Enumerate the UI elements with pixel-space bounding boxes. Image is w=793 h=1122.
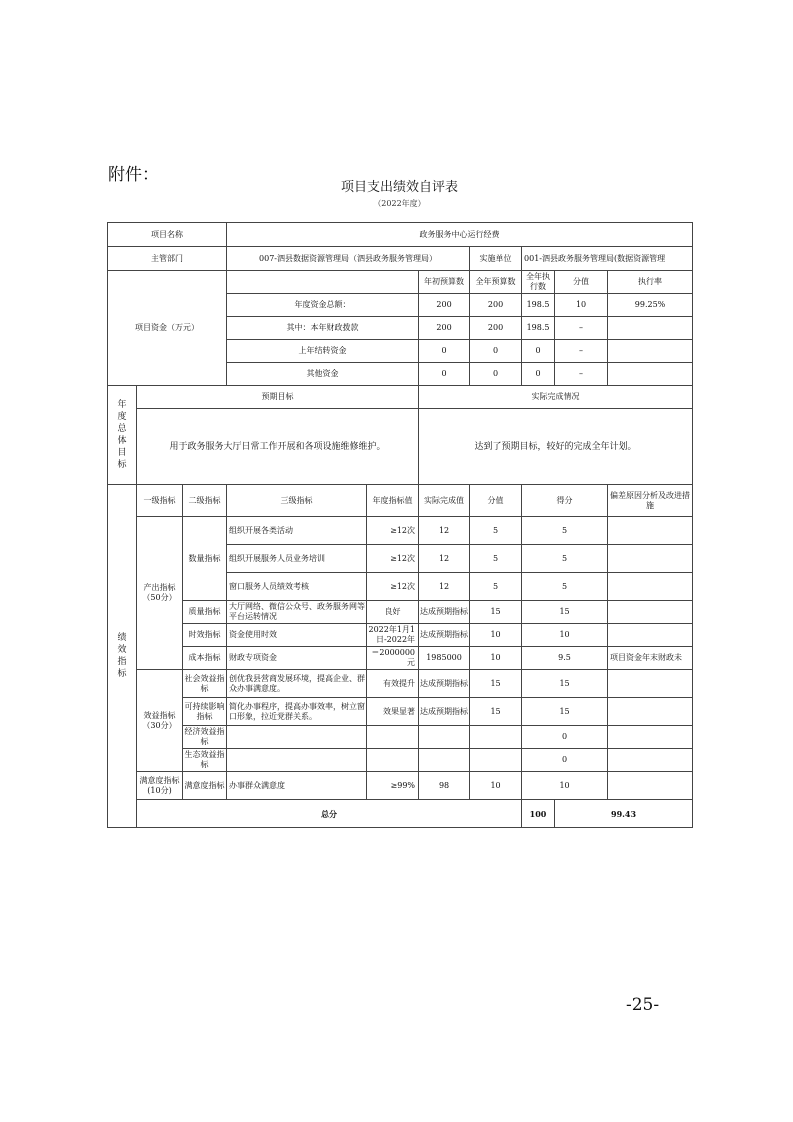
- funds-cell: –: [555, 340, 608, 363]
- indicator-target: ≥12次: [367, 573, 419, 601]
- dept-value: 007-泗县数据资源管理局（泗县政务服务管理局）: [227, 247, 470, 271]
- funds-header: 分值: [555, 271, 608, 294]
- project-name-label: 项目名称: [108, 223, 227, 247]
- funds-cell: 99.25%: [608, 294, 693, 317]
- perf-header-reason: 偏差原因分析及改进措施: [608, 485, 693, 517]
- funds-row-name: 年度资金总额：: [227, 294, 419, 317]
- unit-label: 实施单位: [470, 247, 522, 271]
- funds-cell: 200: [419, 294, 470, 317]
- funds-cell: 200: [419, 317, 470, 340]
- funds-row-name: 上年结转资金: [227, 340, 419, 363]
- perf-header-actual: 实际完成值: [419, 485, 470, 517]
- indicator-name: 创优我县营商发展环境，提高企业、群众办事满意度。: [227, 670, 367, 698]
- attachment-label: 附件：: [108, 165, 159, 185]
- indicator-got: 15: [522, 698, 608, 726]
- time-indicator-label: 时效指标: [183, 624, 227, 647]
- output-indicator-label: 产出指标（50分）: [137, 517, 183, 670]
- perf-header-got: 得分: [522, 485, 608, 517]
- total-label: 总分: [137, 800, 522, 828]
- indicator-score: 15: [470, 601, 522, 624]
- indicator-actual: 达成预期指标: [419, 670, 470, 698]
- indicator-score: 5: [470, 573, 522, 601]
- funds-cell: 0: [470, 340, 522, 363]
- funds-cell: [608, 317, 693, 340]
- funds-cell: [608, 363, 693, 386]
- indicator-got: 10: [522, 772, 608, 800]
- page-number: -25-: [626, 995, 660, 1015]
- indicator-target: 有效提升: [367, 670, 419, 698]
- indicator-name: 窗口服务人员绩效考核: [227, 573, 367, 601]
- sheet-title: 项目支出绩效自评表: [340, 180, 458, 195]
- indicator-target: 2022年1月1日-2022年: [367, 624, 419, 647]
- indicator-got: 15: [522, 670, 608, 698]
- unit-value: 001-泗县政务服务管理局(数据资源管理: [522, 247, 693, 271]
- indicator-name: 办事群众满意度: [227, 772, 367, 800]
- indicator-got: 5: [522, 545, 608, 573]
- funds-cell: 198.5: [522, 294, 555, 317]
- social-indicator-label: 社会效益指标: [183, 670, 227, 698]
- funds-header: 执行率: [608, 271, 693, 294]
- funds-cell: 10: [555, 294, 608, 317]
- quality-indicator-label: 质量指标: [183, 601, 227, 624]
- indicator-score: 5: [470, 545, 522, 573]
- indicator-reason: 项目资金年末财政未: [608, 647, 693, 670]
- actual-goal-text: 达到了预期目标，较好的完成全年计划。: [419, 409, 693, 485]
- indicator-got: 15: [522, 601, 608, 624]
- indicator-got: 5: [522, 573, 608, 601]
- funds-row-name: 其他资金: [227, 363, 419, 386]
- funds-cell: –: [555, 317, 608, 340]
- indicator-target: ＝2000000元: [367, 647, 419, 670]
- funds-cell: 0: [419, 363, 470, 386]
- indicator-target: ≥12次: [367, 545, 419, 573]
- funds-cell: 200: [470, 294, 522, 317]
- total-score: 100: [522, 800, 555, 828]
- funds-cell: 200: [470, 317, 522, 340]
- indicator-actual: 1985000: [419, 647, 470, 670]
- indicator-actual: 12: [419, 545, 470, 573]
- indicator-got: 0: [522, 749, 608, 772]
- perf-header-level3: 三级指标: [227, 485, 367, 517]
- expected-goal-text: 用于政务服务大厅日常工作开展和各项设施维修维护。: [137, 409, 419, 485]
- indicator-score: 10: [470, 624, 522, 647]
- indicator-actual: 12: [419, 573, 470, 601]
- funds-header: 年初预算数: [419, 271, 470, 294]
- indicator-name: 组织开展服务人员业务培训: [227, 545, 367, 573]
- indicator-actual: 98: [419, 772, 470, 800]
- evaluation-sheet: [107, 178, 692, 828]
- indicator-got: 9.5: [522, 647, 608, 670]
- dept-label: 主管部门: [108, 247, 227, 271]
- perf-header-target: 年度指标值: [367, 485, 419, 517]
- actual-goal-header: 实际完成情况: [419, 386, 693, 409]
- satisfaction-sub-label: 满意度指标: [183, 772, 227, 800]
- funds-cell: –: [555, 363, 608, 386]
- funds-row-name: 其中：本年财政拨款: [227, 317, 419, 340]
- quantity-indicator-label: 数量指标: [183, 517, 227, 601]
- expected-goal-header: 预期目标: [137, 386, 419, 409]
- funds-header: 全年预算数: [470, 271, 522, 294]
- perf-header-score: 分值: [470, 485, 522, 517]
- benefit-indicator-label: 效益指标（30分）: [137, 670, 183, 772]
- sheet-year: （2022年度）: [373, 199, 426, 208]
- indicator-got: 0: [522, 726, 608, 749]
- indicator-name: 财政专项资金: [227, 647, 367, 670]
- indicator-target: 效果显著: [367, 698, 419, 726]
- indicator-name: 资金使用时效: [227, 624, 367, 647]
- indicator-score: 10: [470, 647, 522, 670]
- econ-indicator-label: 经济效益指标: [183, 726, 227, 749]
- indicator-target: ≥99%: [367, 772, 419, 800]
- indicator-score: 10: [470, 772, 522, 800]
- indicator-score: 15: [470, 698, 522, 726]
- project-name-value: 政务服务中心运行经费: [227, 223, 693, 247]
- indicator-name: 大厅网络、微信公众号、政务服务网等平台运转情况: [227, 601, 367, 624]
- funds-cell: 0: [470, 363, 522, 386]
- evaluation-table: [107, 222, 693, 828]
- funds-cell: 0: [522, 363, 555, 386]
- indicator-target: ≥12次: [367, 517, 419, 545]
- cost-indicator-label: 成本指标: [183, 647, 227, 670]
- perf-header-level1: 一级指标: [137, 485, 183, 517]
- indicator-actual: 达成预期指标: [419, 698, 470, 726]
- indicator-score: 5: [470, 517, 522, 545]
- goal-label: 年度总体目标: [108, 386, 137, 485]
- funds-cell: 0: [419, 340, 470, 363]
- funds-cell: [608, 340, 693, 363]
- indicator-got: 5: [522, 517, 608, 545]
- indicator-got: 10: [522, 624, 608, 647]
- indicator-actual: 达成预期指标: [419, 624, 470, 647]
- funds-label: 项目资金（万元）: [108, 271, 227, 386]
- indicator-target: 良好: [367, 601, 419, 624]
- eco-indicator-label: 生态效益指标: [183, 749, 227, 772]
- indicator-actual: 达成预期指标: [419, 601, 470, 624]
- funds-header: 全年执行数: [522, 271, 555, 294]
- perf-header-level2: 二级指标: [183, 485, 227, 517]
- indicator-name: 简化办事程序，提高办事效率，树立窗口形象，拉近党群关系。: [227, 698, 367, 726]
- indicator-score: 15: [470, 670, 522, 698]
- perf-label: 绩效指标: [108, 485, 137, 828]
- indicator-actual: 12: [419, 517, 470, 545]
- indicator-name: 组织开展各类活动: [227, 517, 367, 545]
- satisfaction-indicator-label: 满意度指标(10分): [137, 772, 183, 800]
- sustain-indicator-label: 可持续影响指标: [183, 698, 227, 726]
- funds-cell: 0: [522, 340, 555, 363]
- total-got: 99.43: [555, 800, 693, 828]
- funds-cell: 198.5: [522, 317, 555, 340]
